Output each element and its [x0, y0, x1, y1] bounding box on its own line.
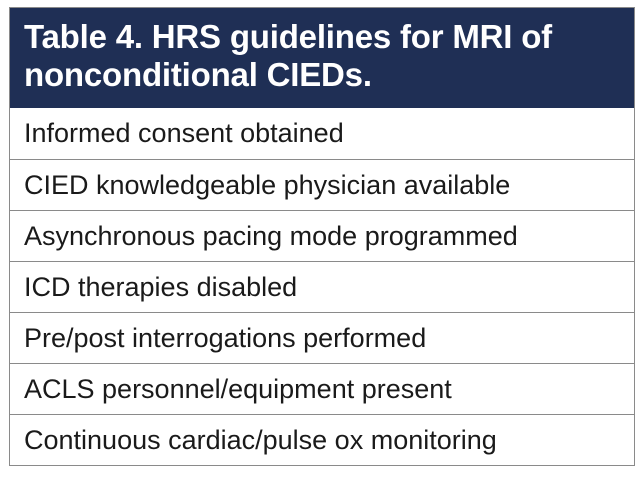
table-row: Asynchronous pacing mode programmed: [10, 210, 634, 261]
table-title: Table 4. HRS guidelines for MRI of nonconditional CIEDs.: [10, 8, 634, 108]
table-row: ICD therapies disabled: [10, 261, 634, 312]
table-row: Pre/post interrogations performed: [10, 312, 634, 363]
table-row: ACLS personnel/equipment present: [10, 363, 634, 414]
table-body: [10, 108, 634, 465]
table-row: Informed consent obtained: [24, 118, 344, 148]
table-row: Continuous cardiac/pulse ox monitoring: [10, 414, 634, 465]
guidelines-table: [9, 7, 635, 466]
table-row: CIED knowledgeable physician available: [10, 159, 634, 210]
